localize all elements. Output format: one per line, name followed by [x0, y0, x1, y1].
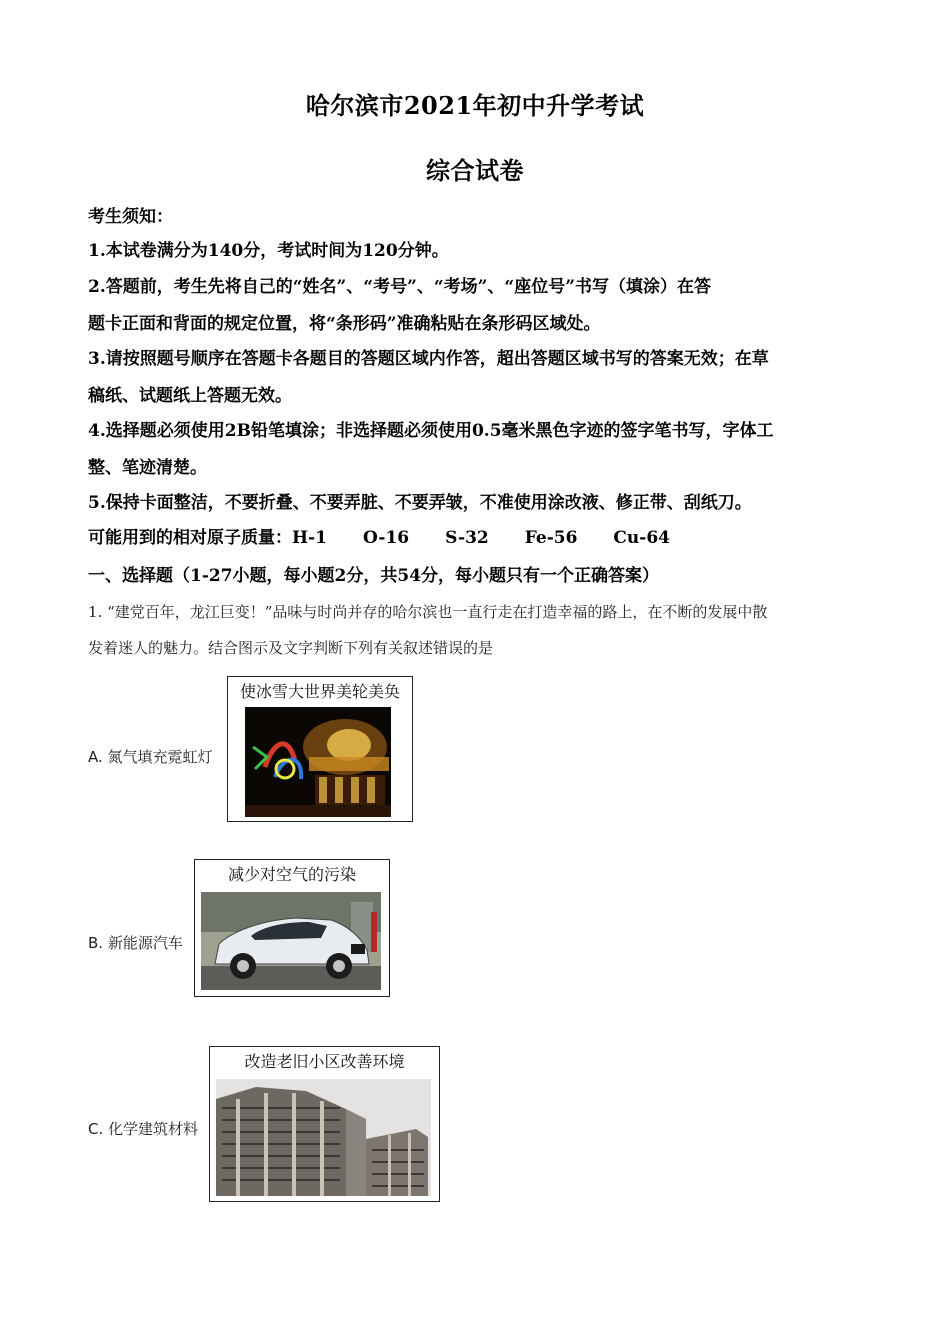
- option-b-caption: 减少对空气的污染: [227, 865, 356, 884]
- option-a-label: A. 氮气填充霓虹灯: [88, 748, 213, 766]
- page-subtitle: 综合试卷: [426, 156, 524, 185]
- instruction-item: 题卡正面和背面的规定位置，将“条形码”准确粘贴在条形码区域处。: [88, 314, 601, 334]
- atomic-mass-value: Fe-56: [524, 528, 578, 548]
- instructions-heading: 考生须知：: [88, 207, 173, 227]
- atomic-mass-value: S-32: [445, 528, 489, 548]
- instruction-item: 1.本试卷满分为140分，考试时间为120分钟。: [88, 241, 449, 261]
- instruction-item: 4.选择题必须使用2B铅笔填涂；非选择题必须使用0.5毫米黑色字迹的签字笔书写，字体工: [88, 421, 774, 441]
- option-a-caption: 使冰雪大世界美轮美奂: [239, 682, 400, 701]
- atomic-masses: [88, 527, 670, 549]
- option-a-figure: [227, 676, 413, 822]
- instruction-item: 稿纸、试题纸上答题无效。: [88, 386, 292, 406]
- question-text: 发着迷人的魅力。结合图示及文字判断下列有关叙述错误的是: [88, 639, 494, 657]
- option-b-label: B. 新能源汽车: [88, 934, 183, 952]
- instruction-item: 2.答题前，考生先将自己的“姓名”、“考号”、“考场”、“座位号”书写（填涂）在答: [88, 277, 711, 297]
- option-b-figure: [194, 859, 390, 997]
- atomic-mass-value: O-16: [362, 528, 410, 548]
- instruction-item: 整、笔迹清楚。: [88, 458, 207, 478]
- page-title: 哈尔滨市2021年初中升学考试: [305, 91, 645, 120]
- atomic-masses-label: 可能用到的相对原子质量：: [88, 528, 292, 548]
- option-c-label: C. 化学建筑材料: [88, 1120, 199, 1138]
- instruction-item: 5.保持卡面整洁，不要折叠、不要弄脏、不要弄皱，不准使用涂改液、修正带、刮纸刀。: [88, 493, 752, 513]
- electric-car-photo: [201, 892, 381, 990]
- option-c-figure: [209, 1046, 440, 1202]
- section-heading: 一、选择题（1-27小题，每小题2分，共54分，每小题只有一个正确答案）: [88, 566, 660, 586]
- instruction-item: 3.请按照题号顺序在答题卡各题目的答题区域内作答，超出答题区域书写的答案无效；在草: [88, 349, 769, 369]
- atomic-mass-value: H-1: [292, 528, 327, 548]
- option-c-caption: 改造老旧小区改善环境: [244, 1052, 405, 1071]
- atomic-mass-value: Cu-64: [613, 528, 671, 548]
- question-text: 1. “建党百年，龙江巨变！”品味与时尚并存的哈尔滨也一直行走在打造幸福的路上，在不断的发展中散: [88, 603, 768, 621]
- residential-buildings-photo: [216, 1079, 431, 1196]
- neon-lights-photo: [245, 707, 391, 817]
